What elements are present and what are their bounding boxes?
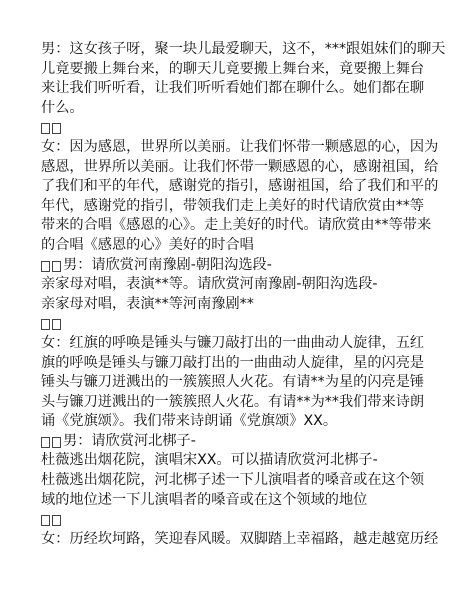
missing-glyph-icon — [41, 515, 50, 526]
text-line: 旗的呼唤是锤头与镰刀敲打出的一曲曲动人旋律，星的闪亮是 — [41, 354, 425, 371]
text-line: 男：这女孩子呀，聚一块儿最爱聊天，这不，***跟姐妹们的聊天 — [41, 41, 446, 57]
missing-glyph-icon — [52, 261, 61, 272]
text-line: 的合唱《感恩的心》美好的时合唱 — [41, 236, 254, 253]
text-line: 了我们和平的年代，感谢党的指引，感谢祖国，给了我们和平的 — [41, 178, 439, 195]
text-line-with-missing-glyphs — [41, 256, 433, 276]
paragraph-separator — [41, 118, 433, 138]
text-line: 亲家母对唱，表演**等河南豫剧** — [41, 295, 254, 312]
missing-glyph-icon — [52, 437, 61, 448]
text-line: 年代，感谢党的指引，带领我们走上美好的时代请欣赏由**等 — [41, 197, 425, 214]
text-line: 来让我们听听看，让我们听听看她们都在聊什么。她们都在聊 — [41, 80, 425, 97]
text-line: 女：因为感恩，世界所以美丽。让我们怀带一颗感恩的心，因为 — [41, 138, 439, 155]
text-line: 杜薇逃出烟花院，演唱宋XX。可以描请欣赏河北梆子- — [41, 452, 378, 469]
missing-glyph-icon — [52, 123, 61, 134]
document-body — [41, 40, 446, 549]
missing-glyph-icon — [41, 437, 50, 448]
paragraph-separator — [41, 510, 433, 530]
missing-glyph-icon — [52, 319, 61, 330]
text-line-with-missing-glyphs — [41, 432, 433, 452]
text-line: 什么。 — [41, 99, 84, 116]
text-line: 域的地位述一下儿演唱者的嗓音或在这个领域的地位 — [41, 491, 368, 508]
text-line: 诵《党旗颂》。我们带来诗朗诵《党旗颂》XX。 — [41, 413, 338, 430]
text-line: 带来的合唱《感恩的心》。走上美好的时代。请欣赏由**等带来 — [41, 217, 432, 234]
missing-glyph-icon — [41, 261, 50, 272]
text-line: 锤头与镰刀迸溅出的一簇簇照人火花。有请**为星的闪亮是锤 — [41, 374, 425, 391]
text-line: 亲家母对唱，表演**等。请欣赏河南豫剧-朝阳沟选段- — [41, 276, 378, 293]
text-line: 感恩，世界所以美丽。让我们怀带一颗感恩的心，感谢祖国，给 — [41, 158, 439, 175]
text-line: 头与镰刀迸溅出的一簇簇照人火花。有请**为**我们带来诗朗 — [41, 393, 425, 410]
text-line: 女：历经坎坷路，笑迎春风暖。双脚踏上幸福路，越走越宽历经 — [41, 530, 439, 547]
text-line: 杜薇逃出烟花院，河北梆子述一下儿演唱者的嗓音或在这个领 — [41, 472, 425, 489]
text-fragment: 男：请欣赏河北梆子- — [63, 432, 196, 449]
text-fragment: 男：请欣赏河南豫剧-朝阳沟选段- — [63, 256, 272, 273]
text-line: 女：红旗的呼唤是锤头与镰刀敲打出的一曲曲动人旋律，五红 — [41, 334, 425, 351]
missing-glyph-icon — [52, 515, 61, 526]
paragraph-separator — [41, 314, 433, 334]
missing-glyph-icon — [41, 319, 50, 330]
missing-glyph-icon — [41, 123, 50, 134]
text-line: 儿竟要搬上舞台来，的聊天儿竟要搬上舞台来，竟要搬上舞台 — [41, 60, 425, 77]
